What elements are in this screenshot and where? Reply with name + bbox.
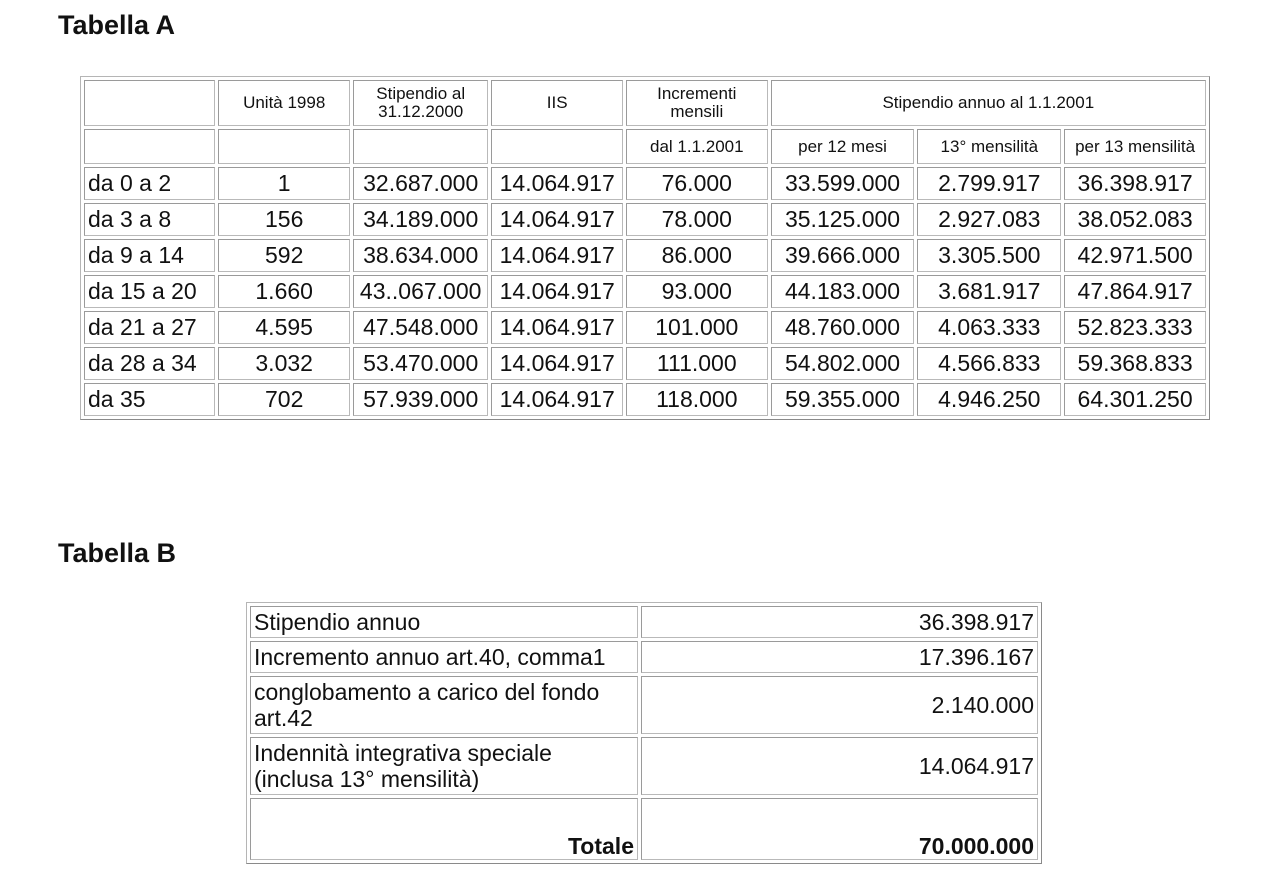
header2-blank-cell (353, 129, 489, 164)
cell-stipendio: 57.939.000 (353, 383, 489, 416)
header-stipendio-line1: Stipendio al (376, 84, 466, 103)
table-row (84, 203, 1206, 236)
cell-stipendio: 38.634.000 (353, 239, 489, 272)
cell-fascia: da 15 a 20 (84, 275, 215, 308)
cell-stipendio: 43..067.000 (353, 275, 489, 308)
tabella-b (246, 602, 1042, 864)
header-per-12-mesi: per 12 mesi (771, 129, 915, 164)
header-iis: IIS (491, 80, 622, 126)
cell-unita: 1.660 (218, 275, 349, 308)
tabella-b-body (250, 606, 1038, 860)
cell-per12: 35.125.000 (771, 203, 915, 236)
header-unita-1998: Unità 1998 (218, 80, 349, 126)
table-row (250, 641, 1038, 673)
cell-tredicesima: 3.681.917 (917, 275, 1061, 308)
header-stipendio-line2: 31.12.2000 (378, 102, 464, 121)
row-label: Stipendio annuo (250, 606, 638, 638)
total-value: 70.000.000 (641, 798, 1038, 860)
cell-per12: 39.666.000 (771, 239, 915, 272)
cell-unita: 702 (218, 383, 349, 416)
row-label: conglobamento a carico del fondo art.42 (250, 676, 638, 734)
cell-fascia: da 0 a 2 (84, 167, 215, 200)
cell-per13: 47.864.917 (1064, 275, 1206, 308)
tabella-a-body (84, 167, 1206, 416)
cell-unita: 592 (218, 239, 349, 272)
cell-iis: 14.064.917 (491, 239, 622, 272)
cell-per12: 59.355.000 (771, 383, 915, 416)
cell-unita: 3.032 (218, 347, 349, 380)
cell-incremento: 86.000 (626, 239, 768, 272)
table-row (250, 676, 1038, 734)
table-row (84, 383, 1206, 416)
row-value: 2.140.000 (641, 676, 1038, 734)
cell-iis: 14.064.917 (491, 275, 622, 308)
row-value: 36.398.917 (641, 606, 1038, 638)
total-row (250, 798, 1038, 860)
cell-tredicesima: 2.927.083 (917, 203, 1061, 236)
table-row (84, 311, 1206, 344)
table-row (84, 167, 1206, 200)
cell-per13: 64.301.250 (1064, 383, 1206, 416)
cell-fascia: da 3 a 8 (84, 203, 215, 236)
cell-per13: 52.823.333 (1064, 311, 1206, 344)
table-row (84, 275, 1206, 308)
cell-iis: 14.064.917 (491, 347, 622, 380)
header-stipendio-annuo: Stipendio annuo al 1.1.2001 (771, 80, 1206, 126)
cell-per13: 42.971.500 (1064, 239, 1206, 272)
header2-blank-cell (218, 129, 349, 164)
cell-incremento: 111.000 (626, 347, 768, 380)
cell-stipendio: 53.470.000 (353, 347, 489, 380)
header-dal-1-1-2001: dal 1.1.2001 (626, 129, 768, 164)
tabella-a-title: Tabella A (58, 10, 176, 40)
table-row (250, 606, 1038, 638)
cell-iis: 14.064.917 (491, 167, 622, 200)
table-row (250, 737, 1038, 795)
row-label: Indennità integrativa speciale (inclusa 13° mensilità) (250, 737, 638, 795)
cell-incremento: 78.000 (626, 203, 768, 236)
total-label: Totale (250, 798, 638, 860)
cell-fascia: da 21 a 27 (84, 311, 215, 344)
cell-fascia: da 28 a 34 (84, 347, 215, 380)
cell-tredicesima: 4.566.833 (917, 347, 1061, 380)
header2-blank-cell (491, 129, 622, 164)
cell-per13: 38.052.083 (1064, 203, 1206, 236)
cell-incremento: 76.000 (626, 167, 768, 200)
cell-fascia: da 9 a 14 (84, 239, 215, 272)
cell-tredicesima: 4.063.333 (917, 311, 1061, 344)
cell-per12: 33.599.000 (771, 167, 915, 200)
cell-per12: 48.760.000 (771, 311, 915, 344)
cell-per12: 54.802.000 (771, 347, 915, 380)
header2-blank-cell (84, 129, 215, 164)
header-13-mensilita: 13° mensilità (917, 129, 1061, 164)
tabella-b-title: Tabella B (58, 538, 177, 568)
cell-stipendio: 32.687.000 (353, 167, 489, 200)
cell-unita: 1 (218, 167, 349, 200)
header-blank-cell (84, 80, 215, 126)
header-stipendio-al (353, 80, 489, 126)
cell-tredicesima: 4.946.250 (917, 383, 1061, 416)
cell-per13: 59.368.833 (1064, 347, 1206, 380)
header-per-13-mensilita: per 13 mensilità (1064, 129, 1206, 164)
cell-stipendio: 34.189.000 (353, 203, 489, 236)
row-value: 14.064.917 (641, 737, 1038, 795)
cell-incremento: 93.000 (626, 275, 768, 308)
cell-incremento: 118.000 (626, 383, 768, 416)
cell-fascia: da 35 (84, 383, 215, 416)
cell-iis: 14.064.917 (491, 311, 622, 344)
header-incrementi-line2: mensili (670, 102, 724, 121)
cell-tredicesima: 2.799.917 (917, 167, 1061, 200)
cell-iis: 14.064.917 (491, 203, 622, 236)
cell-per12: 44.183.000 (771, 275, 915, 308)
cell-incremento: 101.000 (626, 311, 768, 344)
cell-unita: 4.595 (218, 311, 349, 344)
cell-unita: 156 (218, 203, 349, 236)
cell-stipendio: 47.548.000 (353, 311, 489, 344)
tabella-a (80, 76, 1210, 420)
cell-tredicesima: 3.305.500 (917, 239, 1061, 272)
table-row (84, 239, 1206, 272)
cell-iis: 14.064.917 (491, 383, 622, 416)
header-incrementi-mensili (626, 80, 768, 126)
row-value: 17.396.167 (641, 641, 1038, 673)
row-label: Incremento annuo art.40, comma1 (250, 641, 638, 673)
cell-per13: 36.398.917 (1064, 167, 1206, 200)
table-row (84, 347, 1206, 380)
header-incrementi-line1: Incrementi (657, 84, 737, 103)
